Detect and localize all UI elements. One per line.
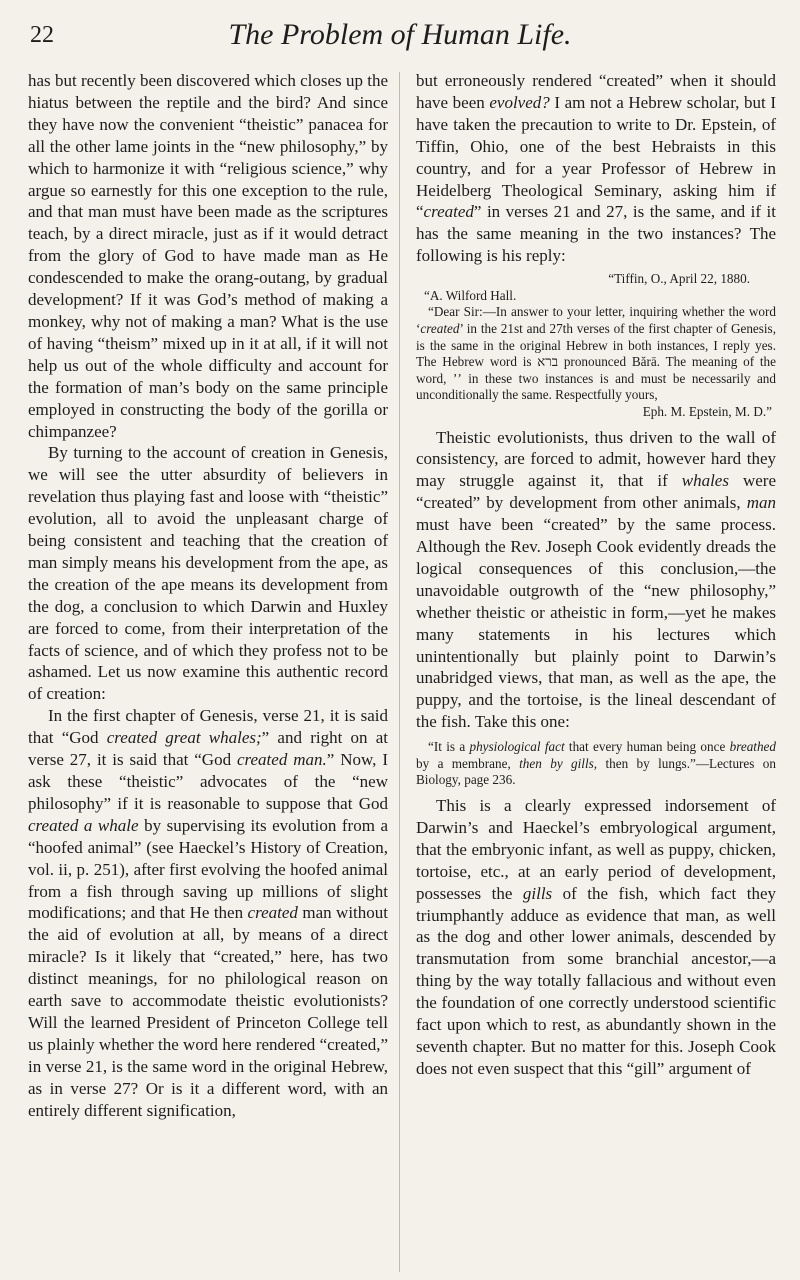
paragraph: This is a clearly expressed indorsement of Darwin’s and Haeckel’s embryological argument, that the embryonic infant, as well as puppy, chicken, tortoise, etc., at an early period of development, possesses the gills of the fish, which fact they triumphantly adduce as evidence that man, as well as the dog and other lower animals, descended by transmutation from some branchial ancestor,—a thing by the way totally fallacious and without even the foundation of one correctly understood scientific fact upon which to rest, as abundantly shown in the seventh chapter. But no matter for this. Joseph Cook does not even suspect that this “gill” argument of [416,795,776,1078]
paragraph: has but recently been discovered which closes up the hiatus between the reptile and the bird? And since they have now the convenient “theistic” panacea for all the other lame joints in the “new philosophy,” by which to harmonize it with “religious science,” why argue so earnestly for this one exception to the rule, and that man must have been made as the scriptures teach, by a direct miracle, just as if it would detract from the glory of God to have made man as He condescended to make the orang-outang, by gradual development? If it was God’s method of making a monkey, why not of making a man? What is the use of having “theism” mixed up in it at all, if it will not help us out of the whole difficulty and account for the formation of man’s body on the same principle employed in constructing the body of the gorilla or chimpanzee? [28,71,388,441]
paragraph: Theistic evolutionists, thus driven to the wall of consistency, are forced to admit, however hard they may struggle against it, that if whales were “created” by development from other animals, man must have been “created” by the same process. Although the Rev. Joseph Cook evidently dreads the logical consequences of this conclusion,—the unavoidable outgrowth of the “new philosophy,” whether theistic or atheistic in form,—yet he makes many statements in his lectures which unintentionally but plainly point to Darwin’s unabridged views, that man, as well as the ape, the puppy, and the tortoise, is the lineal descendant of the fish. Take this one: [416,427,777,732]
paragraph: By turning to the account of creation in Genesis, we will see the utter absurdity of believers in revelation thus playing fast and loose with “theistic” evolution, all to avoid the unpleasant charge of being consistent and teaching that the creation of man simply means his development from the ape, as the creation of the ape means its development from the dog, a conclusion to which Darwin and Huxley are forced to come, from their interpretation of the facts of science, and of which they profess not to be ashamed. Let us now examine this authentic record of creation: [28,443,388,704]
right-column [416,70,776,1080]
paragraph: but erroneously rendered “created” when it should have been evolved? I am not a Hebrew scholar, but I have taken the precaution to write to Dr. Epstein, of Tiffin, Ohio, one of the best Hebraists in this country, and for a year Professor of Hebrew in Heidelberg Theological Seminary, asking him if “created” in verses 21 and 27, is the same, and if it has the same meaning in the two instances? The following is his reply: [416,71,776,266]
page-number: 22 [30,22,54,48]
column-divider [399,72,400,1272]
block-quote: “It is a physiological fact that every human being once breathed by a membrane, then by gills, then by lungs.”—Lectures on Biology, page 236. [416,739,776,788]
left-column [28,70,388,1122]
letter-block [416,271,776,420]
page-header [28,18,772,58]
letter-signature: Eph. M. Epstein, M. D.” [642,403,772,419]
letter-address: “A. Wilford Hall. [424,287,517,303]
running-title: The Problem of Human Life. [228,18,572,51]
letter-body: “Dear Sir:—In answer to your letter, inquiring whether the word ‘created’ in the 21st and 27th verses of the first chapter of Genesis, is the same in the original Hebrew in both instances, I reply yes. The Hebrew word is ברא pronounced Bărā. The meaning of the word, ʼʼ in these two instances is and must be necessarily and unconditionally the same. Respectfully yours, [416,304,776,403]
letter-dateline: “Tiffin, O., April 22, 1880. [608,271,750,287]
paragraph: In the first chapter of Genesis, verse 21, it is said that “God created great whales;” and right on at verse 27, it is said that “God created man.” Now, I ask these “theistic” advocates of the “new philosophy” if it is reasonable to suppose that God created a whale by supervising its evolution from a “hoofed animal” (see Haeckel’s History of Creation, vol. ii, p. 251), after first evolving the hoofed animal from a fish through saving up millions of slight modifications; and that He then created man without the aid of evolution at all, by means of a direct miracle? Is it likely that “created,” here, has two distinct meanings, for no philological reason on earth save to accommodate theistic evolutionists? Will the learned President of Princeton College tell us plainly whether the word here rendered “created,” in verse 21, is the same word in the original Hebrew, as in verse 27? Or is it a different word, with an entirely different signification, [28,706,389,1120]
